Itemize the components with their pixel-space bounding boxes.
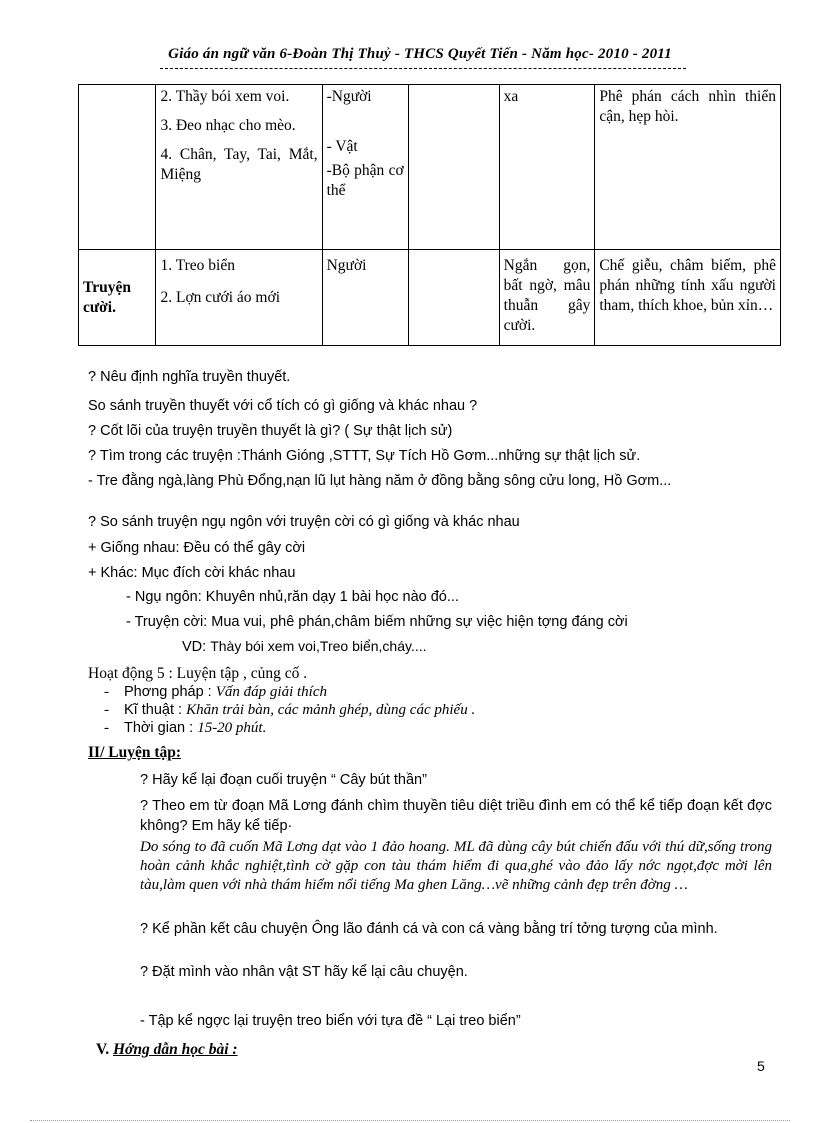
section-5-heading: [96, 1040, 786, 1060]
answer-line: + Khác: Mục đích cời khác nhau: [88, 565, 296, 581]
bullet-time: - Thời gian : 15-20 phút.: [104, 720, 267, 736]
story-item: 3. Đeo nhạc cho mèo.: [160, 117, 296, 134]
character-item: Người: [326, 257, 367, 274]
question-line: ? Cốt lõi của truyện truyền thuyết là gì? ( Sự thật lịch sử): [88, 423, 453, 439]
page-header: Giáo án ngữ văn 6-Đoàn Thị Thuỷ - THCS Quyết Tiến - Năm học- 2010 - 2011: [168, 46, 672, 62]
header-divider: [160, 68, 686, 69]
answer-line: - Ngụ ngôn: Khuyên nhủ,răn dạy 1 bài học nào đó...: [126, 589, 459, 605]
footer-divider: [30, 1120, 790, 1121]
table-cell-genre: Truyện cười.: [79, 250, 156, 346]
answer-line: - Tre đằng ngà,làng Phù Đổng,nạn lũ lụt hàng năm ở đồng bằng sông cửu long, Hồ Gơm...: [88, 473, 672, 489]
table-cell-stories: [156, 85, 322, 250]
italic-paragraph: Do sóng to đã cuốn Mã Lơng dạt vào 1 đảo hoang. ML đã dùng cây bút chiến đấu với thú dữ,sống trong hoàn cảnh khắc nghiệt,tình cờ gặp con tàu thám hiểm đi qua,ghé vào đảo lấy nớc ngọt,đợc mời lên tàu,làm quen với nhà thám hiểm nổi tiếng Ma ghen Lăng…vẽ những cảnh đẹp trên đờng …: [140, 839, 772, 893]
table-cell-meaning: [595, 250, 781, 346]
answer-line: + Giống nhau: Đều có thể gây cời: [88, 540, 306, 556]
story-item: 1. Treo biển: [160, 257, 235, 274]
activity-5-heading: Hoạt động 5 : Luyện tập , củng cố .: [88, 665, 308, 682]
example-text: Thày bói xem voi,Treo biển,cháy....: [210, 638, 427, 654]
question-line: ? Nêu định nghĩa truyền thuyết.: [88, 369, 291, 385]
table-row: [79, 85, 781, 250]
character-item: - Vật: [326, 138, 358, 155]
table-cell-stories: [156, 250, 322, 346]
character-item: -Người: [326, 88, 372, 105]
style-text: Ngắn gọn, bất ngờ, mâu thuẫn gây cười.: [503, 257, 591, 334]
table-cell-characters: [322, 85, 408, 250]
table-cell-characters: [322, 250, 408, 346]
bullet-list: [104, 683, 794, 737]
example-label: VD:: [182, 639, 207, 655]
bullet-technique: - Kĩ thuật : Khăn trải bàn, các mảnh ghép, dùng các phiếu .: [104, 702, 476, 718]
table-cell-feature: [408, 250, 499, 346]
question-line: ? Kể phần kết câu chuyện Ông lão đánh cá và con cá vàng bằng trí tởng tượng của mình.: [140, 921, 718, 937]
question-line: ? Theo em từ đoạn Mã Lơng đánh chìm thuyền tiêu diệt triều đình em có thể kể tiếp đoạn kết đợc không? Em hãy kể tiếp·: [140, 798, 772, 834]
question-line: ? So sánh truyện ngụ ngôn với truyện cời có gì giống và khác nhau: [88, 514, 520, 530]
answer-line: - Truyện cời: Mua vui, phê phán,châm biếm những sự việc hiện tợng đáng cời: [126, 614, 628, 630]
question-line: ? Đặt mình vào nhân vật ST hãy kể lại câu chuyện.: [140, 964, 468, 980]
page-number: 5: [757, 1058, 765, 1074]
question-line: ? Tìm trong các truyện :Thánh Gióng ,STTT, Sự Tích Hồ Gơm...những sự thật lịch sử.: [88, 448, 641, 464]
question-line: So sánh truyền thuyết với cổ tích có gì giống và khác nhau ?: [88, 398, 478, 414]
section-5-title: Hớng dẫn học bài :: [112, 1041, 238, 1058]
story-item: 2. Thầy bói xem voi.: [160, 88, 290, 105]
character-item: -Bộ phận cơ thể: [326, 162, 404, 199]
table-cell-meaning: Phê phán cách nhìn thiển cận, hẹp hòi.: [595, 85, 781, 250]
story-item: 4. Chân, Tay, Tai, Mắt, Miệng: [160, 146, 318, 183]
story-item: 2. Lợn cưới áo mới: [160, 289, 280, 306]
section-2-heading: II/ Luyện tập:: [88, 744, 182, 761]
table-cell-style: xa: [499, 85, 595, 250]
table-cell-genre: [79, 85, 156, 250]
genre-comparison-table: [78, 84, 781, 346]
table-row: [79, 250, 781, 346]
meaning-text: Chế giễu, châm biếm, phê phán những tính xấu người tham, thích khoe, bủn xỉn…: [599, 257, 776, 314]
table-cell-style: [499, 250, 595, 346]
bullet-method: - Phơng pháp : Vấn đáp giải thích: [104, 684, 327, 700]
table-cell-feature: [408, 85, 499, 250]
section-5-number: V.: [96, 1041, 110, 1058]
task-line: - Tập kể ngợc lại truyện treo biển với tựa đề “ Lại treo biển”: [140, 1013, 521, 1029]
question-line: ? Hãy kể lại đoạn cuối truyện “ Cây bút thần”: [140, 772, 427, 788]
example-line: [182, 636, 816, 657]
